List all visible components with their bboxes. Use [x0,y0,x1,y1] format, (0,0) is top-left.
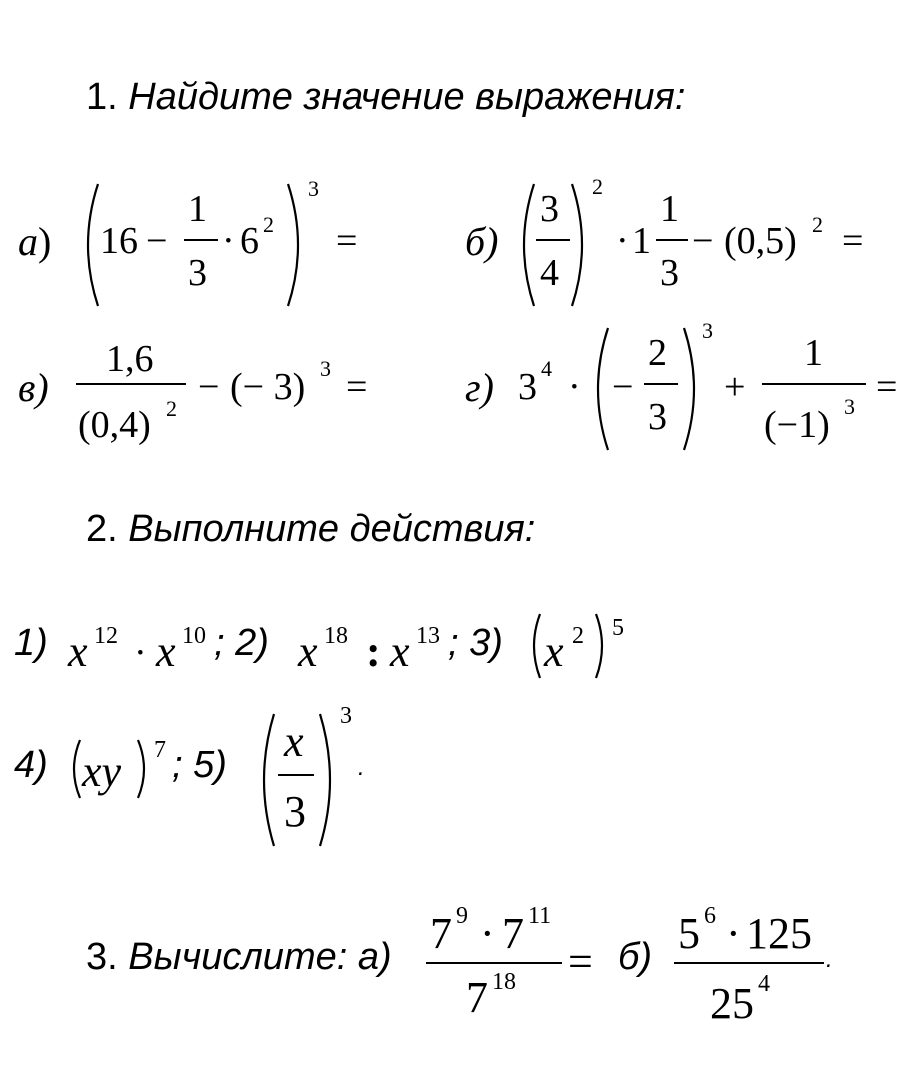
task1a-left-paren [76,182,102,308]
task3-label-a: а) [357,936,392,978]
task2-exp-7: 7 [154,737,166,763]
task3a-num-exp-2: 11 [528,903,552,929]
task1v-equals: = [346,366,368,408]
task3a-den-exp: 18 [492,969,516,995]
task3-equals: = [568,937,593,986]
task2-exp-2: 10 [182,623,206,649]
task2-paren-left-5 [252,712,278,848]
task1v-den-exp: 2 [166,396,177,421]
task1b-right-paren [568,182,594,308]
task3-number: 3. [86,936,118,978]
task1v-frac-den: (0,4) [78,404,151,446]
task3-label-b-wrap [618,938,652,976]
task2-paren-right-5 [316,712,342,848]
task1b-label: б) [465,219,499,264]
task1a-equals: = [336,220,358,262]
task3b-den-exp: 4 [758,971,770,997]
task1a-frac-bar [184,239,218,241]
task1g-frac-bar [644,383,678,385]
task1-number: 1. [86,76,118,118]
task3-title: Вычислите: [128,936,348,978]
task1g-dot: · [568,366,581,408]
task1a-inner-exp: 2 [263,212,274,237]
task3a-frac-bar [426,962,562,964]
task1b-paren-exp: 2 [812,212,823,237]
task2-exp-6: 5 [612,615,624,641]
task1-title: Найдите значение выражения: [128,76,686,118]
task2-sep-2: ; 3) [448,622,503,664]
task1a-right-paren [284,182,310,308]
task3b-dot: · [726,909,741,958]
task1b-frac-num: 3 [540,188,559,230]
task2-var-3: x [298,627,318,676]
task2-exp-3: 18 [324,623,348,649]
task2-paren-right-4 [134,738,152,800]
task1a-dot: · [222,220,235,262]
task2-sep-1: ; 2) [214,622,269,664]
task2-label-4: 4) [14,744,48,786]
task1a-frac-num: 1 [188,188,207,230]
task1a-base: 6 [240,220,259,262]
task1a-label [18,219,52,264]
task1g-frac2-den-exp: 3 [844,394,855,419]
task3a-dot: · [480,909,495,958]
task1v-frac-bar [76,383,186,385]
task1a-paren: ) [38,219,52,264]
task1g-paren-exp: 3 [702,318,713,343]
task3a-num-base-2: 7 [502,909,524,958]
task2-number: 2. [86,508,118,550]
task1g-left-paren [586,326,612,452]
task1v-frac-num: 1,6 [106,338,154,380]
task1g-minus: − [612,366,634,408]
task1b-mixed-bar [656,239,688,241]
task1a-outer-exp: 3 [308,176,319,201]
task1g-right-paren [680,326,706,452]
task3b-num-base: 5 [678,909,700,958]
task2-exp-5: 2 [572,623,584,649]
task2-colon: : [366,627,381,676]
task2-paren-left-3 [526,612,544,680]
task2-sep-3: ; 5) [172,744,227,786]
task2-title: Выполните действия: [128,508,536,550]
task2-dot: · [134,632,147,674]
task1b-mixed-den: 3 [660,252,679,294]
task1b-mixed-whole: 1 [632,220,651,262]
task1b-equals: = [842,220,864,262]
task3b-num-tail: 125 [746,909,812,958]
task3-end: . [826,946,833,973]
task1b-paren-value: (0,5) [724,220,797,262]
task2-var-5: x [544,627,564,676]
task1g-frac-num: 2 [648,332,667,374]
task1v-paren-exp: 3 [320,356,331,381]
task2-var-4: x [390,627,410,676]
task1g-frac2-den: (−1) [764,404,830,446]
task1a-whole: 16 [100,220,138,262]
task1b-minus: − [692,220,714,262]
task1b-frac-bar [536,239,570,241]
task1v-paren-value: (− 3) [230,366,306,408]
task2-var-2: x [156,627,176,676]
task1b-mixed-num: 1 [660,188,679,230]
task2-paren-right-3 [592,612,610,680]
task1b-frac-exp: 2 [592,174,603,199]
task3a-num-base-1: 7 [430,909,452,958]
task1g-base-exp: 4 [541,356,552,381]
task3a-den-base: 7 [466,973,488,1022]
task1g-plus: + [724,366,746,408]
task1g-frac2-bar [762,383,866,385]
task2-end: . [358,754,365,781]
task1b-frac-den: 4 [540,252,559,294]
task2-exp-1: 12 [94,623,118,649]
task1g-frac2-num: 1 [804,332,823,374]
task1b-dot: · [616,220,629,262]
task1a-letter: а [18,219,38,264]
task1g-label: г) [465,365,494,410]
task3-heading [86,938,392,976]
task1a-minus: − [146,220,168,262]
task2-heading [86,510,535,548]
task3a-num-exp-1: 9 [456,903,468,929]
task1a-frac-den: 3 [188,252,207,294]
task2-var-1: x [68,627,88,676]
task1-heading [86,78,685,116]
task2-label-1: 1) [14,622,48,664]
task1v-minus: − [198,366,220,408]
task3b-num-exp: 6 [704,903,716,929]
task1g-base: 3 [518,366,537,408]
task1v-label: в) [18,365,49,410]
task1b-left-paren [512,182,538,308]
task2-var-xy: xy [82,747,122,796]
task1g-frac-den: 3 [648,396,667,438]
task2-frac-bar [278,774,314,776]
task2-exp-4: 13 [416,623,440,649]
task3b-den-base: 25 [710,979,754,1028]
task2-frac-num: x [284,717,304,766]
task1g-equals: = [876,366,898,408]
task2-frac-den: 3 [284,787,306,836]
task3b-frac-bar [674,962,824,964]
task2-exp-8: 3 [340,703,352,729]
task3-label-b: б) [618,936,653,978]
